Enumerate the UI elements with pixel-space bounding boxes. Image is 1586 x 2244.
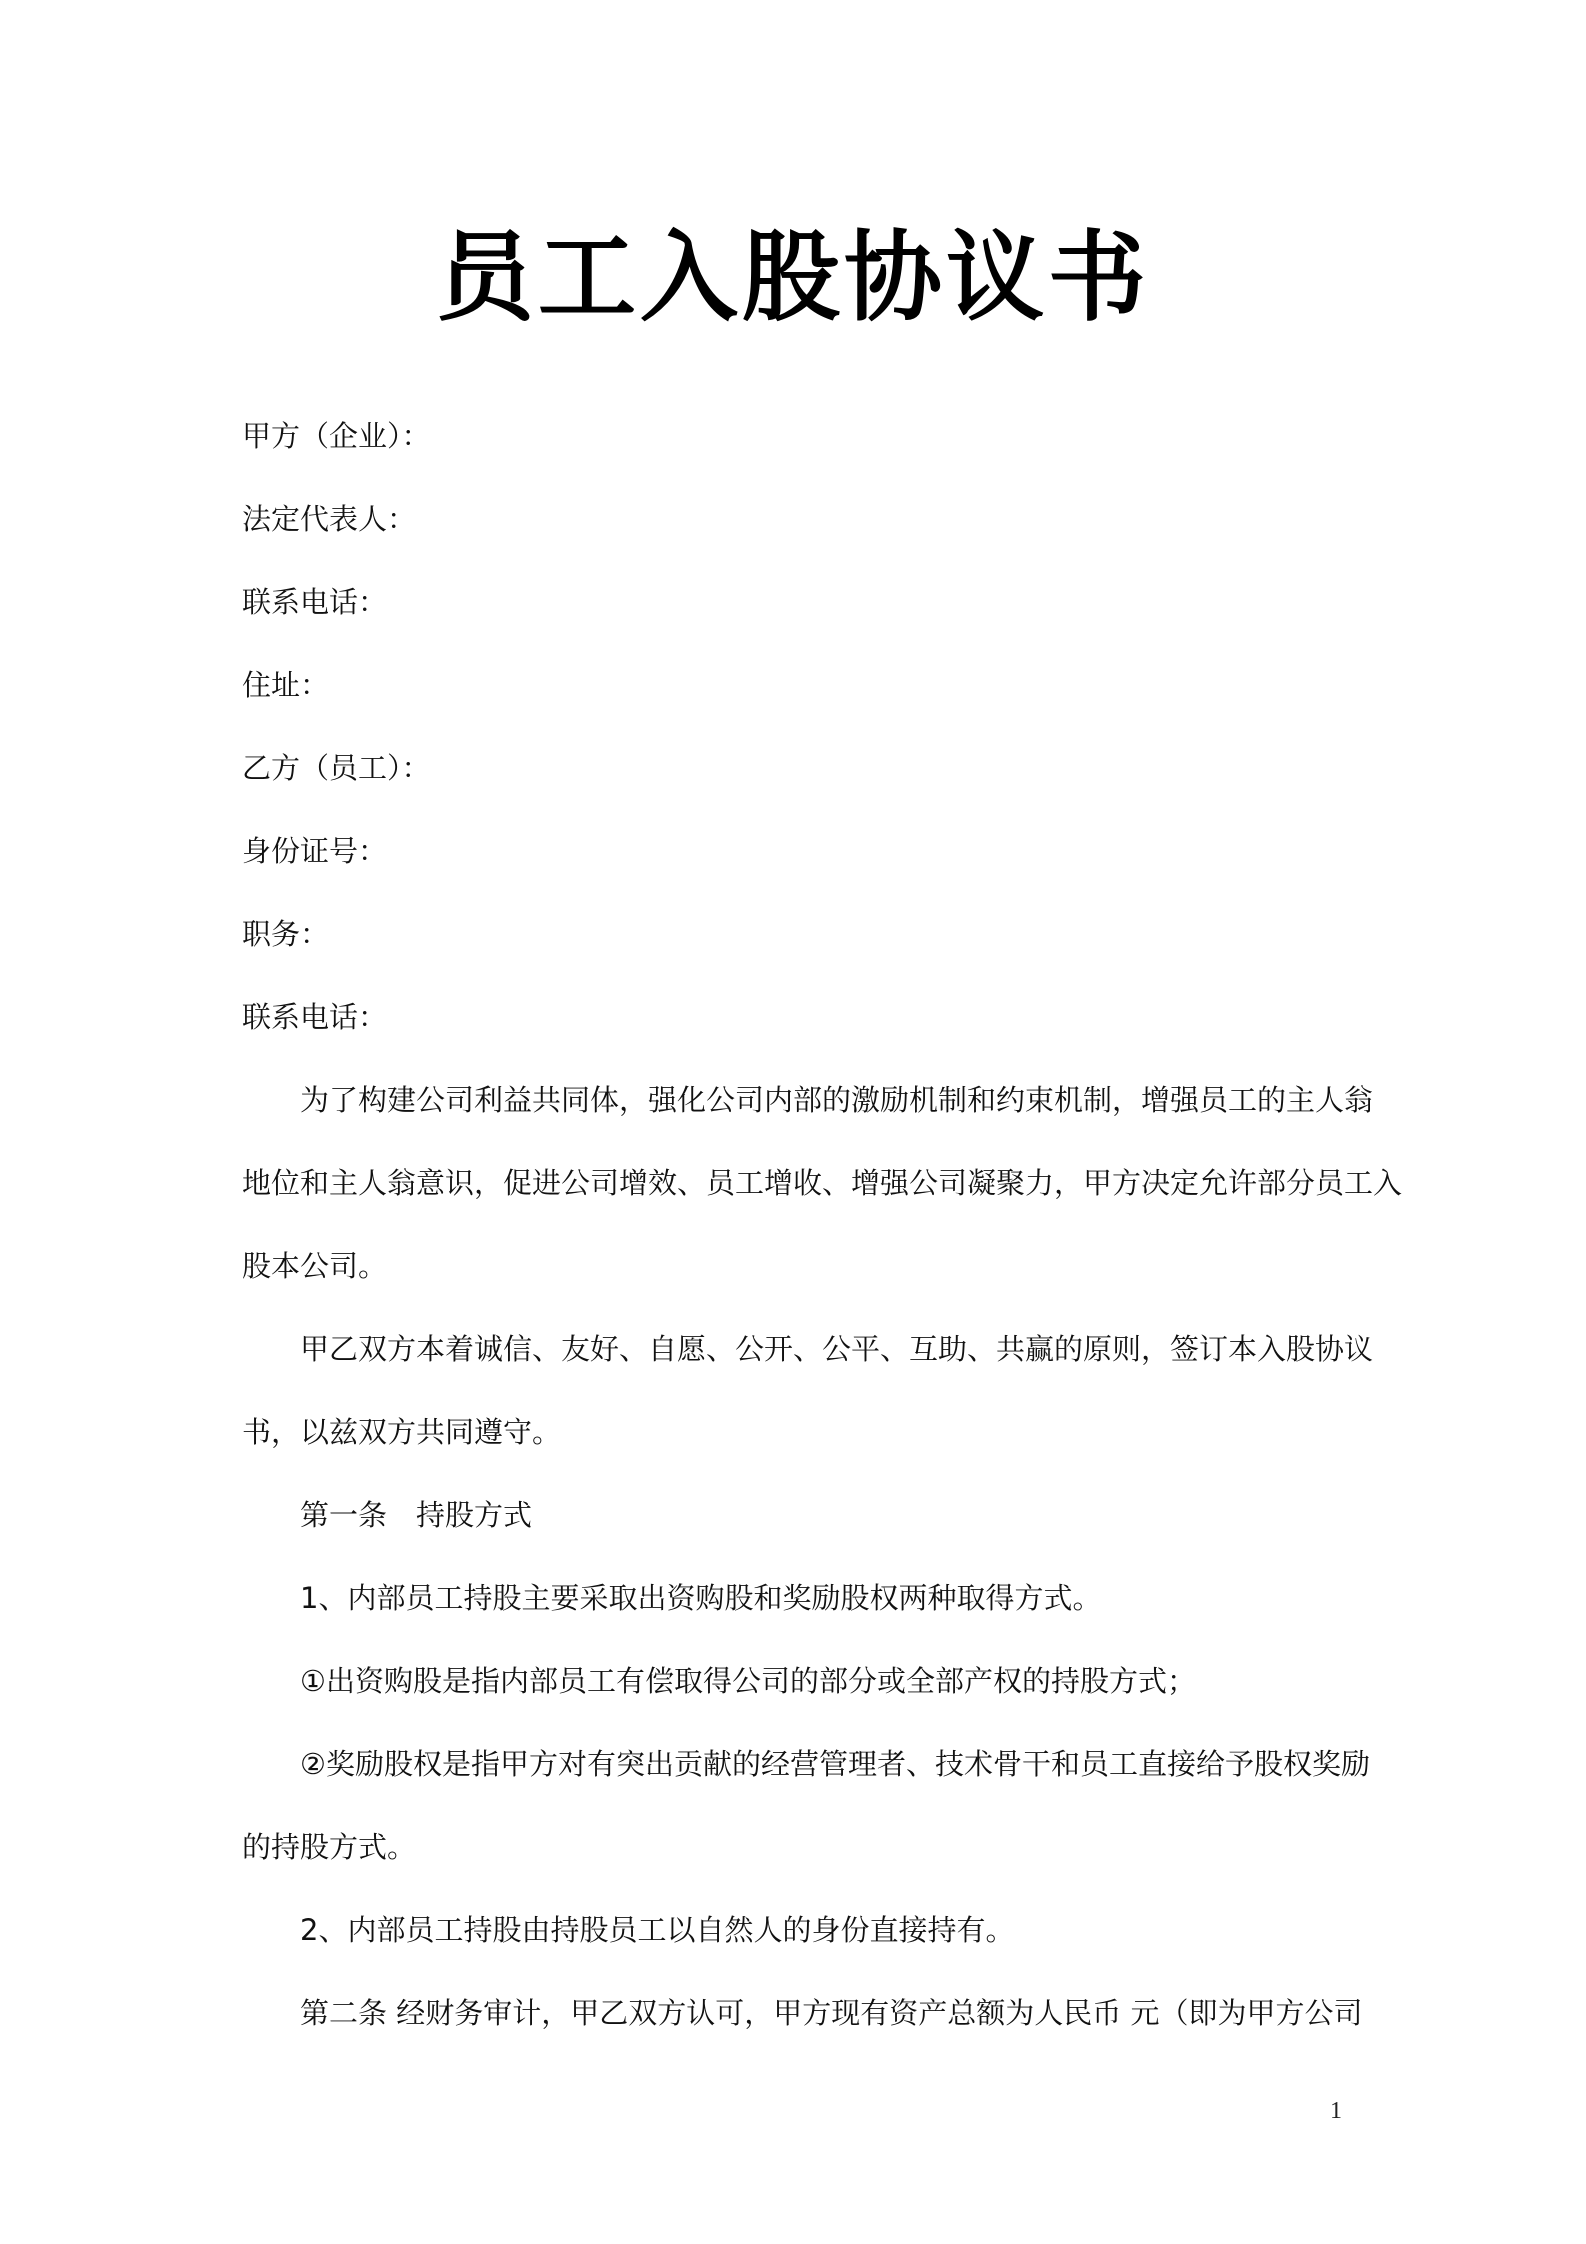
position-label: 职务： (242, 917, 330, 951)
article-1-item-1b-line-1: ②奖励股权是指甲方对有突出贡献的经营管理者、技术骨干和员工直接给予股权奖励 (300, 1747, 1370, 1781)
intro-paragraph-2-line-1: 甲乙双方本着诚信、友好、自愿、公开、公平、互助、共赢的原则，签订本入股协议 (300, 1332, 1374, 1366)
intro-paragraph-1-line-2: 地位和主人翁意识，促进公司增效、员工增收、增强公司凝聚力，甲方决定允许部分员工入 (242, 1166, 1403, 1200)
party-b-label: 乙方（员工）： (242, 751, 431, 785)
article-1-item-1b-line-2: 的持股方式。 (242, 1830, 417, 1864)
article-2-line-1: 第二条 经财务审计，甲乙双方认可，甲方现有资产总额为人民币 元（即为甲方公司 (300, 1996, 1363, 2030)
party-b-phone-label: 联系电话： (242, 1000, 388, 1034)
address-label: 住址： (242, 668, 330, 702)
intro-paragraph-2-line-2: 书，以兹双方共同遵守。 (242, 1415, 562, 1449)
page-number: 1 (1330, 2098, 1342, 2124)
id-number-label: 身份证号： (242, 834, 388, 868)
article-1-item-1a: ①出资购股是指内部员工有偿取得公司的部分或全部产权的持股方式； (300, 1664, 1196, 1698)
legal-representative-label: 法定代表人： (242, 502, 417, 536)
party-a-phone-label: 联系电话： (242, 585, 388, 619)
document-title: 员工入股协议书 (435, 221, 1150, 335)
intro-paragraph-1-line-1: 为了构建公司利益共同体，强化公司内部的激励机制和约束机制，增强员工的主人翁 (300, 1083, 1374, 1117)
party-a-label: 甲方（企业）： (242, 419, 431, 453)
article-1-item-1: 1、内部员工持股主要采取出资购股和奖励股权两种取得方式。 (300, 1581, 1102, 1615)
intro-paragraph-1-line-3: 股本公司。 (242, 1249, 388, 1283)
article-1-heading: 第一条 持股方式 (300, 1498, 533, 1532)
article-1-item-2: 2、内部员工持股由持股员工以自然人的身份直接持有。 (300, 1913, 1015, 1947)
